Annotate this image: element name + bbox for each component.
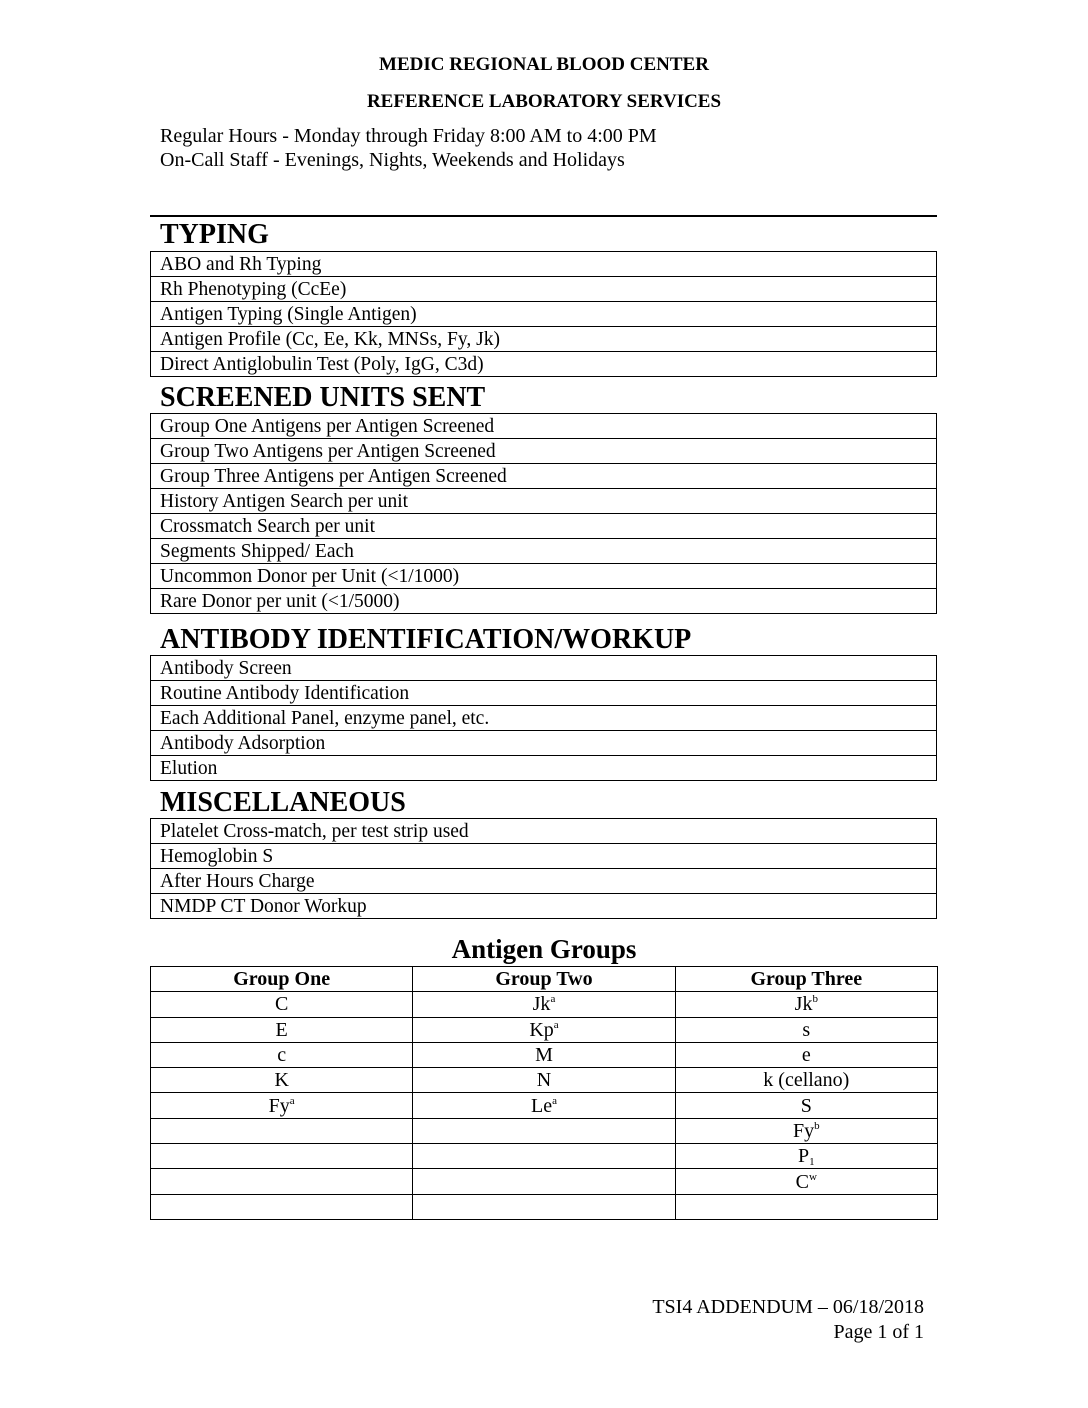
section-table bbox=[150, 413, 937, 614]
table-row bbox=[151, 564, 937, 589]
service-name: Group Three Antigens per Antigen Screened bbox=[151, 464, 937, 489]
section-title: TYPING bbox=[160, 219, 269, 250]
service-name: Segments Shipped/ Each bbox=[151, 539, 937, 564]
table-row bbox=[151, 681, 937, 706]
table-row bbox=[151, 731, 937, 756]
table-row bbox=[151, 894, 937, 919]
service-name: ABO and Rh Typing bbox=[151, 252, 937, 277]
antigen-cell bbox=[675, 1068, 937, 1093]
table-row bbox=[151, 589, 937, 614]
page-number: Page 1 of 1 bbox=[833, 1321, 924, 1343]
service-name: Uncommon Donor per Unit (<1/1000) bbox=[151, 564, 937, 589]
service-name: Each Additional Panel, enzyme panel, etc. bbox=[151, 706, 937, 731]
service-name: Antibody Adsorption bbox=[151, 731, 937, 756]
antigen-cell bbox=[675, 1194, 937, 1219]
antigen-cell bbox=[151, 1118, 413, 1143]
antigen-name: M bbox=[535, 1044, 553, 1067]
antigen-cell bbox=[675, 1093, 937, 1118]
table-row bbox=[151, 1042, 938, 1067]
antigen-name: k (cellano) bbox=[763, 1069, 850, 1092]
antigen-superscript: b bbox=[812, 993, 818, 1006]
antigen-cell bbox=[413, 1017, 675, 1042]
table-row bbox=[151, 252, 937, 277]
org-name: MEDIC REGIONAL BLOOD CENTER bbox=[379, 54, 709, 75]
table-row bbox=[151, 1194, 938, 1219]
table-row bbox=[151, 489, 937, 514]
service-name: Group Two Antigens per Antigen Screened bbox=[151, 439, 937, 464]
antigen-name: S bbox=[800, 1094, 812, 1117]
service-name: Direct Antiglobulin Test (Poly, IgG, C3d) bbox=[151, 352, 937, 377]
antigen-name: Fy bbox=[793, 1119, 815, 1142]
antigen-groups-table bbox=[150, 966, 938, 1220]
antigen-cell bbox=[151, 1042, 413, 1067]
column-header: Group Three bbox=[675, 967, 937, 992]
antigen-cell bbox=[413, 1118, 675, 1143]
antigen-superscript: b bbox=[814, 1119, 820, 1132]
antigen-cell bbox=[413, 1194, 675, 1219]
table-row bbox=[151, 656, 937, 681]
service-name: Crossmatch Search per unit bbox=[151, 514, 937, 539]
antigen-cell bbox=[413, 1042, 675, 1067]
antigen-cell bbox=[675, 992, 937, 1017]
antigen-cell bbox=[413, 992, 675, 1017]
table-row bbox=[151, 1169, 938, 1194]
table-row bbox=[151, 1017, 938, 1042]
table-row bbox=[151, 1068, 938, 1093]
table-row bbox=[151, 1144, 938, 1169]
antigen-cell bbox=[151, 1017, 413, 1042]
service-name: After Hours Charge bbox=[151, 869, 937, 894]
antigen-superscript: a bbox=[553, 1018, 559, 1031]
section-title: SCREENED UNITS SENT bbox=[160, 382, 486, 413]
column-header: Group One bbox=[151, 967, 413, 992]
antigen-cell bbox=[675, 1042, 937, 1067]
table-row bbox=[151, 706, 937, 731]
antigen-name: C bbox=[274, 993, 289, 1016]
antigen-name: s bbox=[802, 1018, 811, 1041]
antigen-name: Kp bbox=[529, 1018, 554, 1041]
antigen-name: N bbox=[536, 1069, 552, 1092]
divider bbox=[150, 215, 937, 217]
antigen-name: c bbox=[277, 1044, 287, 1067]
table-row bbox=[151, 1093, 938, 1118]
table-row bbox=[151, 819, 937, 844]
antigen-cell bbox=[413, 1093, 675, 1118]
service-name: Antigen Typing (Single Antigen) bbox=[151, 302, 937, 327]
antigen-name: E bbox=[275, 1018, 288, 1041]
antigen-cell bbox=[413, 1169, 675, 1194]
antigen-name: Fy bbox=[268, 1094, 290, 1117]
table-row bbox=[151, 327, 937, 352]
on-call-hours: On-Call Staff - Evenings, Nights, Weekends and Holidays bbox=[160, 149, 625, 171]
table-row bbox=[151, 539, 937, 564]
table-row bbox=[151, 352, 937, 377]
antigen-cell bbox=[151, 1093, 413, 1118]
antigen-groups-title: Antigen Groups bbox=[451, 934, 637, 964]
table-row bbox=[151, 439, 937, 464]
table-row bbox=[151, 302, 937, 327]
service-name: Group One Antigens per Antigen Screened bbox=[151, 414, 937, 439]
service-name: NMDP CT Donor Workup bbox=[151, 894, 937, 919]
table-row bbox=[151, 992, 938, 1017]
table-row bbox=[151, 514, 937, 539]
section-title: MISCELLANEOUS bbox=[160, 787, 406, 818]
service-name: Routine Antibody Identification bbox=[151, 681, 937, 706]
service-name: Rare Donor per unit (<1/5000) bbox=[151, 589, 937, 614]
antigen-cell bbox=[675, 1144, 937, 1169]
antigen-superscript: a bbox=[289, 1094, 295, 1107]
department-name: REFERENCE LABORATORY SERVICES bbox=[366, 91, 722, 112]
antigen-name: Jk bbox=[794, 993, 813, 1016]
section-title: ANTIBODY IDENTIFICATION/WORKUP bbox=[160, 624, 692, 655]
table-row bbox=[151, 464, 937, 489]
antigen-cell bbox=[413, 1068, 675, 1093]
regular-hours: Regular Hours - Monday through Friday 8:00 AM to 4:00 PM bbox=[160, 125, 657, 147]
antigen-cell bbox=[675, 1017, 937, 1042]
antigen-cell bbox=[151, 1144, 413, 1169]
table-row bbox=[151, 756, 937, 781]
table-row bbox=[151, 1118, 938, 1143]
service-name: Platelet Cross-match, per test strip used bbox=[151, 819, 937, 844]
antigen-superscript: a bbox=[552, 1094, 557, 1107]
service-name: Antibody Screen bbox=[151, 656, 937, 681]
antigen-cell bbox=[151, 1194, 413, 1219]
section-table bbox=[150, 655, 937, 781]
section-table bbox=[150, 251, 937, 377]
service-name: Rh Phenotyping (CcEe) bbox=[151, 277, 937, 302]
antigen-name: e bbox=[801, 1044, 811, 1067]
antigen-subscript: 1 bbox=[809, 1156, 815, 1169]
antigen-name: Le bbox=[531, 1094, 553, 1117]
table-row bbox=[151, 277, 937, 302]
antigen-cell bbox=[413, 1144, 675, 1169]
section-table bbox=[150, 818, 937, 919]
service-name: Elution bbox=[151, 756, 937, 781]
service-name: Hemoglobin S bbox=[151, 844, 937, 869]
table-row bbox=[151, 869, 937, 894]
antigen-cell bbox=[151, 992, 413, 1017]
antigen-superscript: a bbox=[550, 993, 556, 1006]
antigen-cell bbox=[675, 1169, 937, 1194]
column-header: Group Two bbox=[413, 967, 675, 992]
service-name: History Antigen Search per unit bbox=[151, 489, 937, 514]
table-row bbox=[151, 844, 937, 869]
antigen-superscript: w bbox=[809, 1170, 817, 1183]
table-row bbox=[151, 414, 937, 439]
antigen-cell bbox=[151, 1169, 413, 1194]
antigen-cell bbox=[151, 1068, 413, 1093]
antigen-name: P bbox=[798, 1145, 810, 1168]
document-id: TSI4 ADDENDUM – 06/18/2018 bbox=[652, 1296, 924, 1318]
service-name: Antigen Profile (Cc, Ee, Kk, MNSs, Fy, Jk) bbox=[151, 327, 937, 352]
antigen-name: C bbox=[795, 1170, 810, 1193]
antigen-name: K bbox=[274, 1069, 289, 1092]
antigen-cell bbox=[675, 1118, 937, 1143]
antigen-name: Jk bbox=[532, 993, 551, 1016]
